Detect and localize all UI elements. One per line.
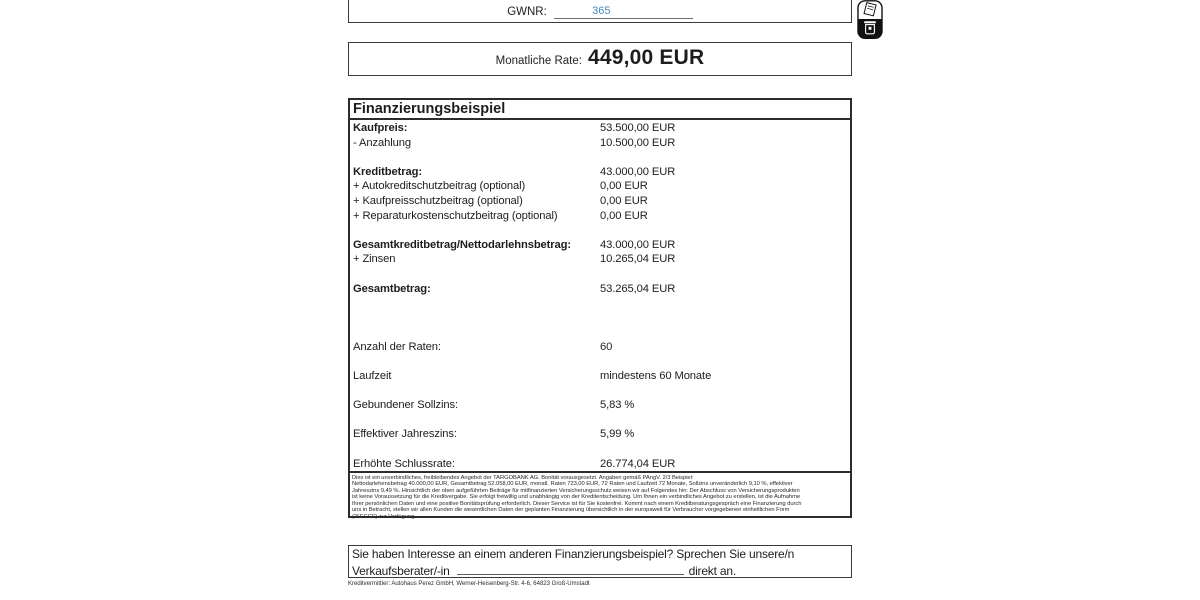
finance-row-value: 5,99 % bbox=[600, 428, 635, 441]
finance-row-spacer bbox=[353, 296, 847, 311]
finance-row bbox=[353, 427, 847, 442]
finance-row bbox=[353, 457, 847, 472]
finance-row bbox=[353, 179, 847, 194]
interest-box bbox=[348, 545, 852, 578]
finance-row-value: 53.500,00 EUR bbox=[600, 122, 676, 134]
finance-row-value: 43.000,00 EUR bbox=[600, 165, 676, 178]
advisor-name-fill-in-line[interactable] bbox=[457, 563, 684, 575]
monthly-rate-value: 449,00 EUR bbox=[587, 46, 705, 69]
finance-row-value: 60 bbox=[600, 340, 613, 353]
finance-row-label: Kreditbetrag: bbox=[353, 165, 422, 178]
gwnr-value: 365 bbox=[592, 5, 611, 17]
finance-row bbox=[353, 165, 847, 180]
finance-row-spacer bbox=[353, 325, 847, 340]
finance-row bbox=[353, 194, 847, 209]
interest-line1: Sie haben Interesse an einem anderen Finanzierungsbeispiel? Sprechen Sie unsere/n bbox=[352, 547, 795, 561]
finance-row-value: 43.000,00 EUR bbox=[600, 238, 676, 251]
dispose-paper-icon bbox=[857, 0, 885, 40]
fine-print bbox=[350, 471, 850, 520]
finance-row-label: Gesamtkreditbetrag/Nettodarlehnsbetrag: bbox=[353, 238, 572, 251]
interest-line2-prefix: Verkaufsberater/-in bbox=[352, 563, 450, 578]
finance-row-spacer bbox=[353, 442, 847, 457]
finance-rows bbox=[350, 120, 850, 471]
finance-row-label: + Zinsen bbox=[353, 253, 396, 266]
finance-row bbox=[353, 238, 847, 253]
finance-row bbox=[353, 398, 847, 413]
fine-print-line: ist keine Voraussetzung für die Kreditvergabe. Sie erfolgt freiwillig und unabhängig von der Kreditentscheidung. Um Ihnen ein verbindliches Angebot zu erstellen, ist die Aufnahme bbox=[352, 494, 801, 501]
gwnr-box bbox=[348, 0, 852, 23]
fine-print-line: uns in Betracht, stellen wir allen Kunden die wesentlichen Daten der geplanten Finanzierung übersichtlich in der europaweit für Verbraucher vorgegebenen einheitlichen Form bbox=[352, 507, 790, 514]
finance-row-value: 53.265,04 EUR bbox=[600, 282, 676, 295]
finance-row-spacer bbox=[353, 413, 847, 428]
finance-row bbox=[353, 282, 847, 297]
finance-example-box bbox=[348, 98, 852, 521]
finance-row-label: - Anzahlung bbox=[353, 136, 411, 149]
finance-row-spacer bbox=[353, 311, 847, 326]
finance-row-label: + Autokreditschutzbeitrag (optional) bbox=[353, 180, 526, 193]
finance-row-spacer bbox=[353, 267, 847, 282]
finance-row-value: 5,83 % bbox=[600, 399, 635, 412]
finance-row-label: Erhöhte Schlussrate: bbox=[353, 457, 455, 470]
fine-print-line: ("SECCI") zur Verfügung. bbox=[352, 514, 416, 521]
finance-row-spacer bbox=[353, 355, 847, 370]
fine-print-line: Jahreszins 9,49 %. Hinsichtlich der oben aufgeführten Beiträge für mitfinanzierten Versicherungsschutz weisen wir auf Folgendes hin: Der Abschluss von Versicherungsprodukten bbox=[352, 487, 800, 494]
finance-row-label: Effektiver Jahreszins: bbox=[353, 428, 457, 441]
finance-row-value: mindestens 60 Monate bbox=[600, 370, 712, 383]
finance-row bbox=[353, 136, 847, 151]
finance-row-label: + Reparaturkostenschutzbeitrag (optional) bbox=[353, 209, 558, 222]
finance-row-spacer bbox=[353, 223, 847, 238]
finance-row-value: 10.265,04 EUR bbox=[600, 253, 676, 266]
finance-row-value: 26.774,04 EUR bbox=[600, 457, 676, 470]
finance-row-label: Kaufpreis: bbox=[353, 122, 408, 134]
finance-row-value: 0,00 EUR bbox=[600, 180, 648, 193]
fine-print-line: Dies ist ein unverbindliches, freibleibendes Angebot der TARGOBANK AG. Bonität vorausgesetzt. Angaben gemäß PAngV. 2/3 Beispiel: bbox=[352, 474, 694, 481]
interest-line2-suffix: direkt an. bbox=[688, 563, 736, 578]
finance-row-label: Gesamtbetrag: bbox=[353, 282, 431, 295]
finance-row-value: 10.500,00 EUR bbox=[600, 136, 676, 149]
finance-row-label: Anzahl der Raten: bbox=[353, 340, 441, 353]
finance-row bbox=[353, 369, 847, 384]
monthly-rate-label: Monatliche Rate: bbox=[495, 55, 582, 67]
finance-row-label: Gebundener Sollzins: bbox=[353, 399, 458, 412]
finance-row bbox=[353, 209, 847, 224]
finance-row-spacer bbox=[353, 150, 847, 165]
finance-row bbox=[353, 340, 847, 355]
interest-line2 bbox=[352, 563, 848, 580]
fine-print-line: Ihrer persönlichen Daten und eine positive Bonitätsprüfung erforderlich. Dieser Service ist für Sie kostenfrei. Kommt nach einem Kreditberatungsgespräch eine Finanzierung durch bbox=[352, 500, 802, 507]
finance-row-spacer bbox=[353, 384, 847, 399]
monthly-rate-box bbox=[348, 42, 852, 76]
gwnr-fill-in-line[interactable] bbox=[554, 5, 693, 19]
finance-example-title: Finanzierungsbeispiel bbox=[350, 100, 850, 120]
finance-row bbox=[353, 121, 847, 136]
gwnr-label: GWNR: bbox=[507, 6, 547, 18]
finance-row bbox=[353, 252, 847, 267]
finance-row-value: 0,00 EUR bbox=[600, 209, 648, 222]
credit-broker-note: Kreditvermittler: Autohaus Perez GmbH, Werner-Heisenberg-Str. 4-6, 64823 Groß-Umstadt bbox=[348, 581, 590, 587]
finance-row-label: + Kaufpreisschutzbeitrag (optional) bbox=[353, 194, 523, 207]
finance-row-label: Laufzeit bbox=[353, 370, 392, 383]
finance-row-value: 0,00 EUR bbox=[600, 194, 648, 207]
fine-print-line: Nettodarlehensbetrag 40.000,00 EUR, Gesamtbetrag 52.058,00 EUR, monatl. Raten 723,00 EUR, 72 Raten und Laufzeit 72 Monate, Sollzins unveränderlich 9,10 %, effektiver bbox=[352, 481, 793, 488]
